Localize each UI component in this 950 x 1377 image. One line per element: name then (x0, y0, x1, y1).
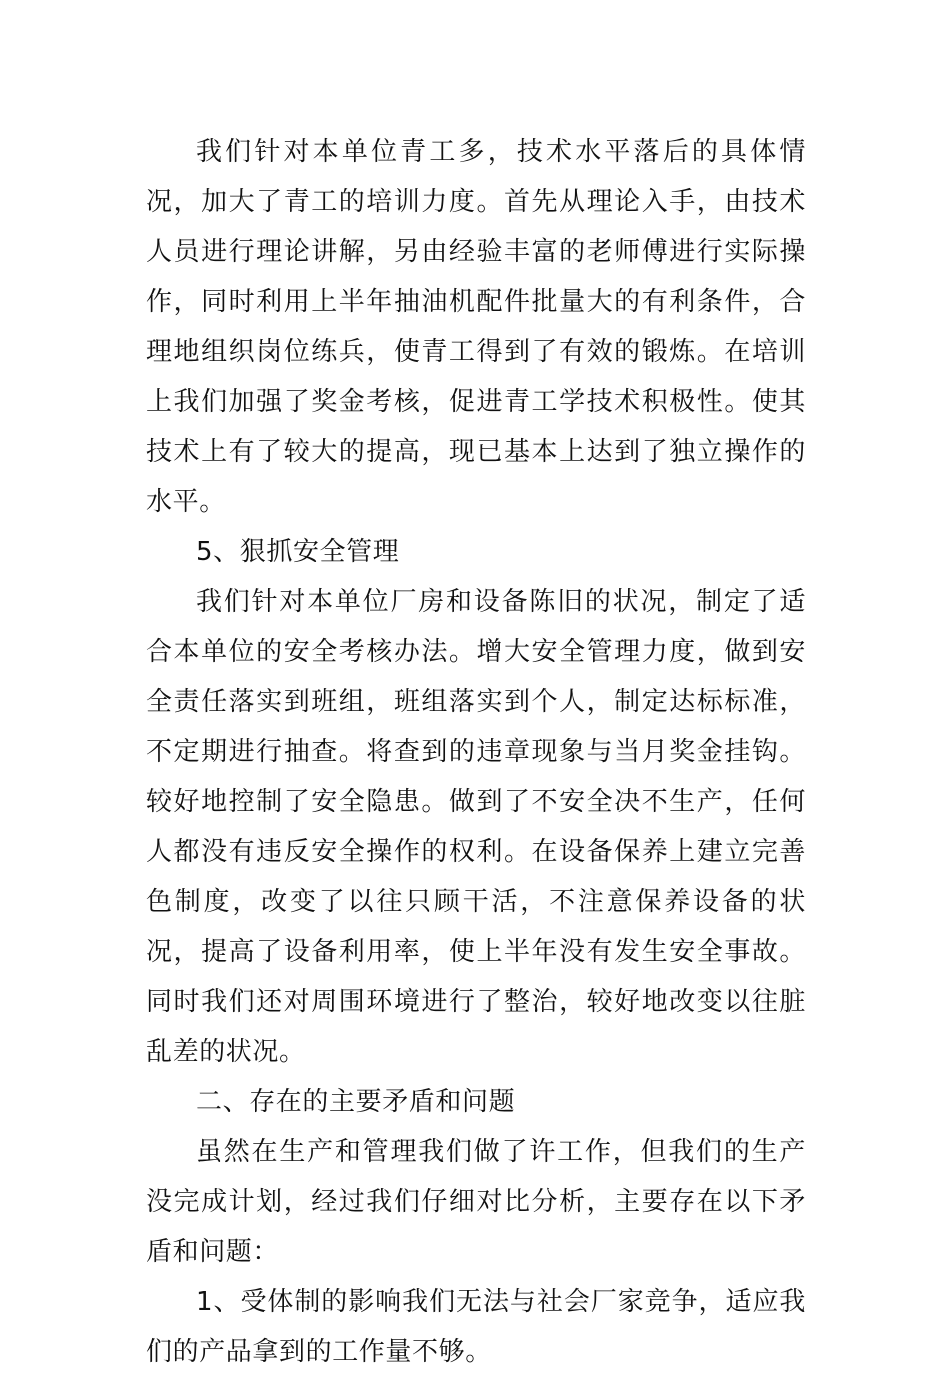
paragraph-safety: 我们针对本单位厂房和设备陈旧的状况，制定了适合本单位的安全考核办法。增大安全管理力度，做到安全责任落实到班组，班组落实到个人，制定达标标准，不定期进行抽查。将查到的违章现象与当月奖金挂钩。较好地控制了安全隐患。做到了不安全决不生产，任何人都没有违反安全操作的权利。在设备保养上建立完善色制度，改变了以往只顾干活，不注意保养设备的状况，提高了设备利用率，使上半年没有发生安全事故。同时我们还对周围环境进行了整治，较好地改变以往脏乱差的状况。 (146, 587, 806, 1067)
paragraph-problem-1: 1、受体制的影响我们无法与社会厂家竞争，适应我们的产品拿到的工作量不够。 (146, 1287, 806, 1367)
document-body (146, 127, 806, 1377)
paragraph-training: 我们针对本单位青工多，技术水平落后的具体情况，加大了青工的培训力度。首先从理论入手，由技术人员进行理论讲解，另由经验丰富的老师傅进行实际操作，同时利用上半年抽油机配件批量大的有利条件，合理地组织岗位练兵，使青工得到了有效的锻炼。在培训上我们加强了奖金考核，促进青工学技术积极性。使其技术上有了较大的提高，现已基本上达到了独立操作的水平。 (146, 137, 806, 517)
paragraph-problems-intro: 虽然在生产和管理我们做了许工作，但我们的生产没完成计划，经过我们仔细对比分析，主要存在以下矛盾和问题： (146, 1137, 806, 1267)
heading-problems: 二、存在的主要矛盾和问题 (196, 1087, 516, 1117)
heading-safety-management: 5、狠抓安全管理 (196, 537, 400, 567)
